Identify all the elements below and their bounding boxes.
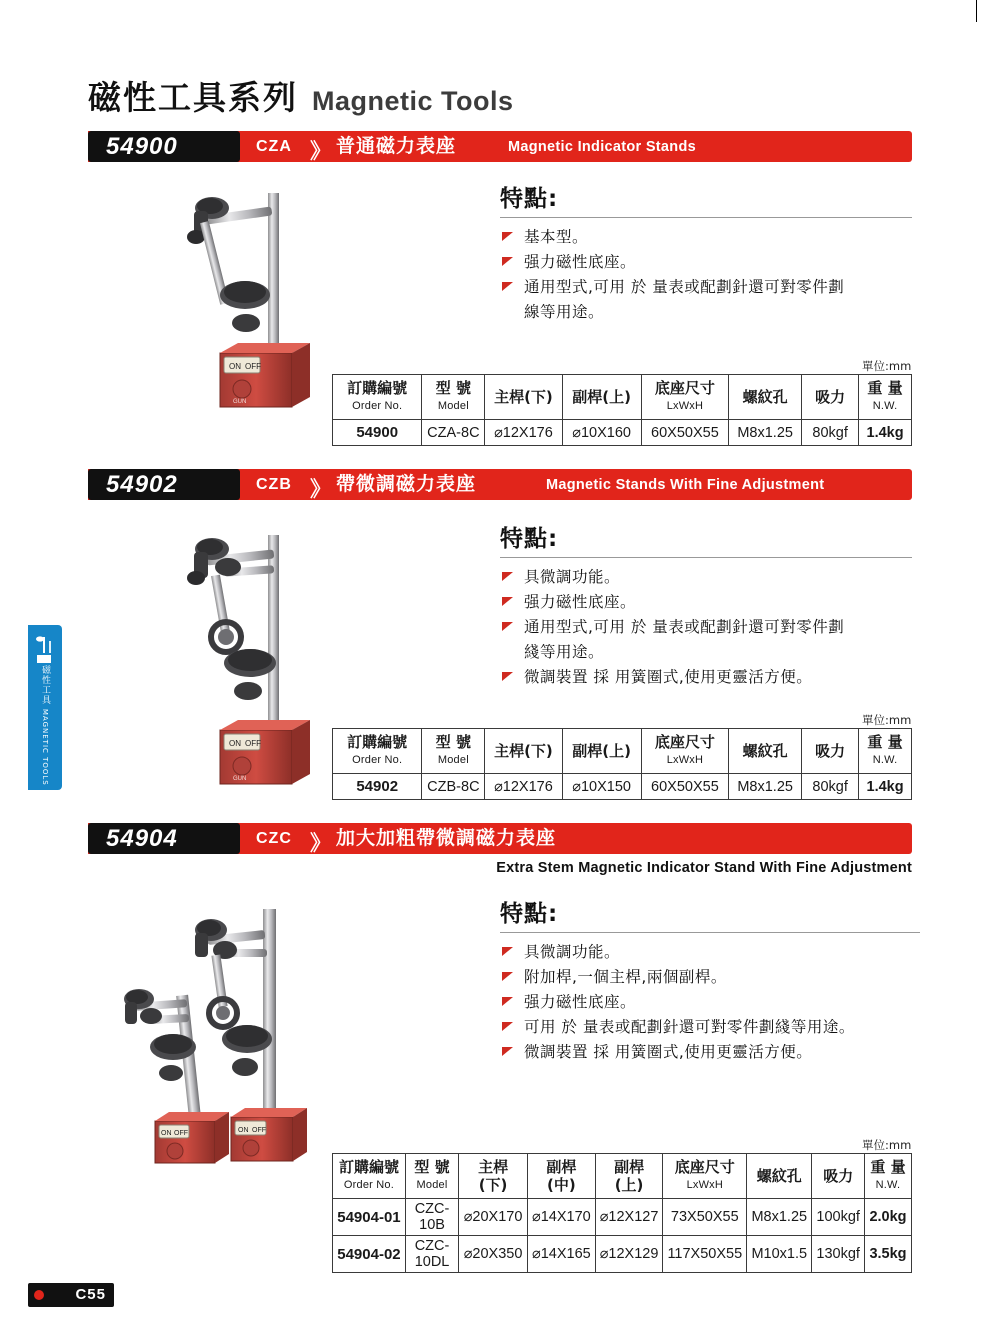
col-main-stem: 主桿(下) bbox=[485, 729, 562, 774]
features-heading: 特點: bbox=[500, 186, 559, 212]
table-row bbox=[333, 420, 912, 446]
table-row bbox=[333, 774, 912, 800]
section-code: CZA bbox=[256, 138, 292, 155]
col-main-stem: 主桿(下) bbox=[485, 375, 562, 420]
product-illustration-54904 bbox=[95, 895, 365, 1175]
section-header-54900 bbox=[88, 131, 912, 162]
cell-order-no: 54900 bbox=[333, 420, 422, 446]
product-illustration-54902 bbox=[150, 515, 360, 800]
feature-item-cont: 線等用途。 bbox=[524, 303, 605, 321]
side-tab-label-cn: 磁性工具 bbox=[40, 665, 50, 706]
col-thread: 螺紋孔 bbox=[747, 1154, 812, 1199]
product-illustration-54900 bbox=[150, 175, 350, 425]
feature-item: 附加桿,一個主桿,兩個副桿。 bbox=[500, 965, 920, 990]
cell-thread: M10x1.5 bbox=[747, 1236, 812, 1273]
svg-text:OFF: OFF bbox=[245, 739, 261, 748]
col-force: 吸力 bbox=[802, 375, 859, 420]
table-row bbox=[333, 1236, 912, 1273]
col-weight: 重 量 N.W. bbox=[859, 729, 912, 774]
section-name-cn: 普通磁力表座 bbox=[336, 135, 457, 157]
features-54904 bbox=[500, 895, 920, 1065]
svg-text:GUN: GUN bbox=[233, 776, 247, 782]
svg-text:ON: ON bbox=[229, 739, 241, 748]
cell-thread: M8x1.25 bbox=[747, 1199, 812, 1236]
col-force: 吸力 bbox=[802, 729, 859, 774]
svg-text:OFF: OFF bbox=[174, 1130, 188, 1137]
unit-label-54902: 單位:mm bbox=[862, 713, 912, 727]
section-name-en: Magnetic Indicator Stands bbox=[508, 139, 696, 155]
cell-upper-stem: ⌀12X129 bbox=[595, 1236, 663, 1273]
cell-model: CZB-8C bbox=[422, 774, 485, 800]
col-order-no: 訂購編號 Order No. bbox=[333, 1154, 406, 1199]
section-number: 54900 bbox=[106, 133, 178, 160]
col-thread: 螺紋孔 bbox=[729, 729, 802, 774]
table-header-row bbox=[333, 375, 912, 420]
cell-weight: 1.4kg bbox=[859, 774, 912, 800]
cell-force: 130kgf bbox=[812, 1236, 865, 1273]
svg-text:OFF: OFF bbox=[245, 362, 261, 371]
spec-table-54900 bbox=[332, 374, 912, 446]
feature-item: 微調裝置 採 用簧圈式,使用更靈活方便。 bbox=[500, 1040, 920, 1065]
spec-table-54904 bbox=[332, 1153, 912, 1273]
section-code: CZC bbox=[256, 830, 292, 847]
feature-item-cont: 綫等用途。 bbox=[524, 643, 605, 661]
arrow-bullet-icon bbox=[502, 282, 513, 291]
arrow-bullet-icon bbox=[502, 972, 513, 981]
col-base-size: 底座尺寸 LxWxH bbox=[663, 1154, 747, 1199]
page-title bbox=[88, 72, 514, 119]
feature-item: 强力磁性底座。 bbox=[500, 590, 912, 615]
section-header-54902 bbox=[88, 469, 912, 500]
side-tab-label-en: MAGNETIC TOOLS bbox=[41, 708, 49, 786]
cell-force: 100kgf bbox=[812, 1199, 865, 1236]
unit-label-54904: 單位:mm bbox=[862, 1138, 912, 1152]
arrow-bullet-icon bbox=[502, 232, 513, 241]
divider bbox=[500, 557, 912, 558]
page-footer bbox=[28, 1283, 114, 1307]
svg-text:OFF: OFF bbox=[252, 1127, 266, 1134]
col-base-size: 底座尺寸 LxWxH bbox=[641, 729, 728, 774]
cell-mid-stem: ⌀14X170 bbox=[527, 1199, 595, 1236]
feature-item: 通用型式,可用 於 量表或配劃針還可對零件劃 bbox=[500, 275, 912, 300]
features-list bbox=[500, 565, 912, 690]
cell-base-size: 60X50X55 bbox=[641, 774, 728, 800]
arrow-bullet-icon bbox=[502, 997, 513, 1006]
feature-item: 通用型式,可用 於 量表或配劃針還可對零件劃 bbox=[500, 615, 912, 640]
cell-main-stem: ⌀20X170 bbox=[459, 1199, 528, 1236]
table-header-row bbox=[333, 1154, 912, 1199]
cell-thread: M8x1.25 bbox=[729, 420, 802, 446]
col-model: 型 號 Model bbox=[422, 729, 485, 774]
cell-order-no: 54904-02 bbox=[333, 1236, 406, 1273]
col-force: 吸力 bbox=[812, 1154, 865, 1199]
col-main-stem: 主桿(下) bbox=[459, 1154, 528, 1199]
side-tab-text bbox=[28, 661, 62, 790]
col-mid-stem: 副桿(中) bbox=[527, 1154, 595, 1199]
svg-text:ON: ON bbox=[161, 1130, 172, 1137]
unit-label-54900: 單位:mm bbox=[862, 359, 912, 373]
chevron-right-icon: 》 bbox=[310, 477, 331, 501]
col-weight: 重 量 N.W. bbox=[864, 1154, 911, 1199]
features-54902 bbox=[500, 520, 912, 690]
cell-order-no: 54902 bbox=[333, 774, 422, 800]
cell-sub-stem: ⌀10X160 bbox=[562, 420, 641, 446]
cell-main-stem: ⌀12X176 bbox=[485, 774, 562, 800]
col-order-no: 訂購編號 Order No. bbox=[333, 375, 422, 420]
cell-base-size: 73X50X55 bbox=[663, 1199, 747, 1236]
table-row bbox=[333, 1199, 912, 1236]
svg-text:GUN: GUN bbox=[233, 399, 247, 405]
col-upper-stem: 副桿(上) bbox=[595, 1154, 663, 1199]
arrow-bullet-icon bbox=[502, 1047, 513, 1056]
page-title-en: Magnetic Tools bbox=[312, 86, 514, 116]
feature-item: 强力磁性底座。 bbox=[500, 990, 920, 1015]
cell-force: 80kgf bbox=[802, 774, 859, 800]
section-code: CZB bbox=[256, 476, 292, 493]
cell-weight: 1.4kg bbox=[859, 420, 912, 446]
cell-force: 80kgf bbox=[802, 420, 859, 446]
cell-order-no: 54904-01 bbox=[333, 1199, 406, 1236]
arrow-bullet-icon bbox=[502, 257, 513, 266]
svg-text:ON: ON bbox=[229, 362, 241, 371]
section-number: 54902 bbox=[106, 471, 178, 498]
col-sub-stem: 副桿(上) bbox=[562, 729, 641, 774]
divider bbox=[500, 217, 912, 218]
cell-weight: 3.5kg bbox=[864, 1236, 911, 1273]
arrow-bullet-icon bbox=[502, 947, 513, 956]
feature-item: 基本型。 bbox=[500, 225, 912, 250]
section-number: 54904 bbox=[106, 825, 178, 852]
col-model: 型 號 Model bbox=[422, 375, 485, 420]
feature-item: 可用 於 量表或配劃針還可對零件劃綫等用途。 bbox=[500, 1015, 920, 1040]
page-title-cn: 磁性工具系列 bbox=[88, 78, 298, 117]
cell-thread: M8x1.25 bbox=[729, 774, 802, 800]
col-base-size: 底座尺寸 LxWxH bbox=[641, 375, 728, 420]
cell-base-size: 117X50X55 bbox=[663, 1236, 747, 1273]
svg-text:ON: ON bbox=[238, 1127, 249, 1134]
cell-base-size: 60X50X55 bbox=[641, 420, 728, 446]
section-name-cn: 帶微調磁力表座 bbox=[336, 473, 477, 495]
features-54900 bbox=[500, 180, 912, 325]
features-list bbox=[500, 225, 912, 325]
col-sub-stem: 副桿(上) bbox=[562, 375, 641, 420]
section-name-en-54904: Extra Stem Magnetic Indicator Stand With Fine Adjustment bbox=[496, 860, 912, 876]
cell-main-stem: ⌀20X350 bbox=[459, 1236, 528, 1273]
crop-mark-top bbox=[976, 0, 977, 22]
features-list bbox=[500, 940, 920, 1065]
chevron-right-icon: 》 bbox=[310, 831, 331, 855]
col-weight: 重 量 N.W. bbox=[859, 375, 912, 420]
cell-model: CZC-10DL bbox=[405, 1236, 458, 1273]
section-name-en: Magnetic Stands With Fine Adjustment bbox=[546, 477, 825, 493]
arrow-bullet-icon bbox=[502, 1022, 513, 1031]
col-model: 型 號 Model bbox=[405, 1154, 458, 1199]
feature-item: 具微調功能。 bbox=[500, 940, 920, 965]
features-heading: 特點: bbox=[500, 526, 559, 552]
arrow-bullet-icon bbox=[502, 622, 513, 631]
chevron-right-icon: 》 bbox=[310, 139, 331, 163]
features-heading: 特點: bbox=[500, 901, 559, 927]
section-header-54904 bbox=[88, 823, 912, 854]
feature-item: 具微調功能。 bbox=[500, 565, 912, 590]
table-header-row bbox=[333, 729, 912, 774]
section-name-cn: 加大加粗帶微調磁力表座 bbox=[336, 827, 557, 849]
cell-sub-stem: ⌀10X150 bbox=[562, 774, 641, 800]
page-number: C55 bbox=[75, 1286, 106, 1303]
side-tab-magnetic-tools[interactable] bbox=[28, 625, 62, 790]
cell-upper-stem: ⌀12X127 bbox=[595, 1199, 663, 1236]
cell-weight: 2.0kg bbox=[864, 1199, 911, 1236]
cell-model: CZC-10B bbox=[405, 1199, 458, 1236]
cell-model: CZA-8C bbox=[422, 420, 485, 446]
col-order-no: 訂購編號 Order No. bbox=[333, 729, 422, 774]
cell-main-stem: ⌀12X176 bbox=[485, 420, 562, 446]
feature-item: 强力磁性底座。 bbox=[500, 250, 912, 275]
divider bbox=[500, 932, 920, 933]
arrow-bullet-icon bbox=[502, 672, 513, 681]
col-thread: 螺紋孔 bbox=[729, 375, 802, 420]
cell-mid-stem: ⌀14X165 bbox=[527, 1236, 595, 1273]
arrow-bullet-icon bbox=[502, 572, 513, 581]
arrow-bullet-icon bbox=[502, 597, 513, 606]
feature-item: 微調裝置 採 用簧圈式,使用更靈活方便。 bbox=[500, 665, 912, 690]
footer-dot-icon bbox=[34, 1290, 44, 1300]
spec-table-54902 bbox=[332, 728, 912, 800]
